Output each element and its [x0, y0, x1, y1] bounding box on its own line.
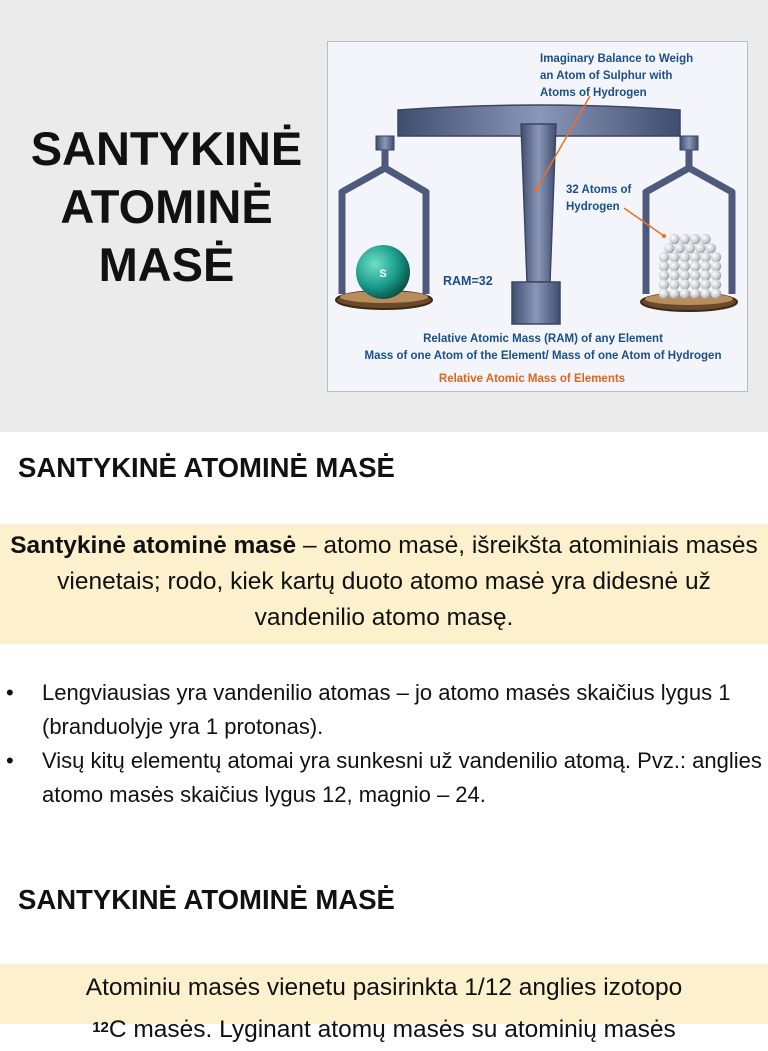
definition-term: Santykinė atominė masė	[10, 532, 297, 559]
hydrogen-atom	[669, 288, 679, 298]
sphere-letter: S	[379, 268, 387, 280]
balance-base	[512, 282, 560, 324]
section-heading: SANTYKINĖ ATOMINĖ MASĖ	[18, 452, 395, 483]
formula-line-2: Mass of one Atom of the Element/ Mass of one Atom of Hydrogen	[364, 350, 722, 362]
hydrogen-atom	[700, 279, 710, 289]
isotope-superscript: 12	[92, 1019, 109, 1036]
balance-illustration	[328, 42, 749, 393]
hydrogen-atom	[690, 288, 700, 298]
hydrogen-atom	[669, 234, 679, 244]
hydrogen-atom	[680, 270, 690, 280]
hydrogen-atom	[711, 270, 721, 280]
hydrogen-atom	[680, 279, 690, 289]
list-item-text: Lengviausias yra vandenilio atomas – jo atomo masės skaičius lygus 1 (branduolyje yra 1 protonas).	[42, 680, 731, 739]
hydrogen-atom	[685, 243, 695, 253]
hydrogen-atom	[700, 270, 710, 280]
slide-1	[0, 0, 768, 432]
hydrogen-atom	[700, 288, 710, 298]
hydrogen-atom	[669, 270, 679, 280]
section-heading: SANTYKINĖ ATOMINĖ MASĖ	[18, 884, 395, 915]
list-item	[0, 744, 768, 812]
list-item	[0, 676, 768, 744]
hydrogen-atom	[695, 243, 705, 253]
hydrogen-atom	[690, 234, 700, 244]
hydrogen-atom	[669, 261, 679, 271]
hydrogen-atom	[690, 270, 700, 280]
definition-box	[0, 524, 768, 644]
hydrogen-atom	[690, 252, 700, 262]
ram-label: RAM=32	[443, 274, 493, 288]
hydrogen-atom	[680, 288, 690, 298]
bullet-marker: •	[6, 680, 14, 705]
hydrogen-atom	[659, 261, 669, 271]
figure-label-top: Atoms of Hydrogen	[540, 87, 647, 99]
hydrogen-atom	[659, 270, 669, 280]
hydrogen-atom	[700, 252, 710, 262]
box-line	[0, 1009, 768, 1051]
definition-box	[0, 964, 768, 1043]
hydrogen-atom	[711, 279, 721, 289]
hydrogen-atom	[659, 252, 669, 262]
title-line: SANTYKINĖ	[30, 122, 303, 175]
hydrogen-atom	[711, 261, 721, 271]
slide-title	[14, 120, 319, 294]
hydrogen-atom	[690, 261, 700, 271]
title-line: MASĖ	[98, 238, 235, 291]
hydrogen-atom	[706, 243, 716, 253]
box-line-text: C masės. Lyginant atomų masės su atominių masės	[108, 1016, 676, 1043]
hydrogen-atom	[680, 252, 690, 262]
figure-label-hydrogen: Hydrogen	[566, 201, 620, 213]
hydrogen-atom	[664, 243, 674, 253]
balance-post	[521, 124, 556, 282]
bullet-list	[0, 676, 768, 812]
list-item-text: Visų kitų elementų atomai yra sunkesni už vandenilio atomą. Pvz.: anglies atomo masės skaičius lygus 12, magnio – 24.	[42, 748, 762, 807]
definition-text: – atomo masė, išreikšta atominiais masės vienetais; rodo, kiek kartų duoto atomo masė yra didesnė už vandenilio atomo masę.	[57, 532, 758, 631]
hydrogen-atom	[669, 279, 679, 289]
hydrogen-atom	[680, 261, 690, 271]
hydrogen-atom	[690, 279, 700, 289]
hydrogen-atom	[674, 243, 684, 253]
hydrogen-atom	[659, 288, 669, 298]
hydrogen-atom	[711, 288, 721, 298]
hydrogen-atom	[711, 252, 721, 262]
hydrogen-atom	[700, 261, 710, 271]
svg-text:Imaginary Balance to Weigh	[540, 53, 696, 99]
figure-label-top: an Atom of Sulphur with	[540, 70, 673, 82]
formula-line-1: Relative Atomic Mass (RAM) of any Element	[423, 333, 663, 345]
bullet-marker: •	[6, 748, 14, 773]
balance-figure	[327, 41, 748, 392]
hydrogen-atom	[680, 234, 690, 244]
hydrogen-atom	[659, 279, 669, 289]
figure-label-top: Imaginary Balance to Weigh	[540, 53, 694, 65]
figure-caption: Relative Atomic Mass of Elements	[438, 373, 626, 385]
figure-label-hydrogen: 32 Atoms of	[566, 184, 632, 196]
title-line: ATOMINĖ	[60, 180, 273, 233]
box-line: Atominiu masės vienetu pasirinkta 1/12 anglies izotopo	[85, 974, 683, 1001]
hydrogen-atom	[669, 252, 679, 262]
hydrogen-atom	[700, 234, 710, 244]
hydrogen-atoms	[659, 234, 721, 299]
